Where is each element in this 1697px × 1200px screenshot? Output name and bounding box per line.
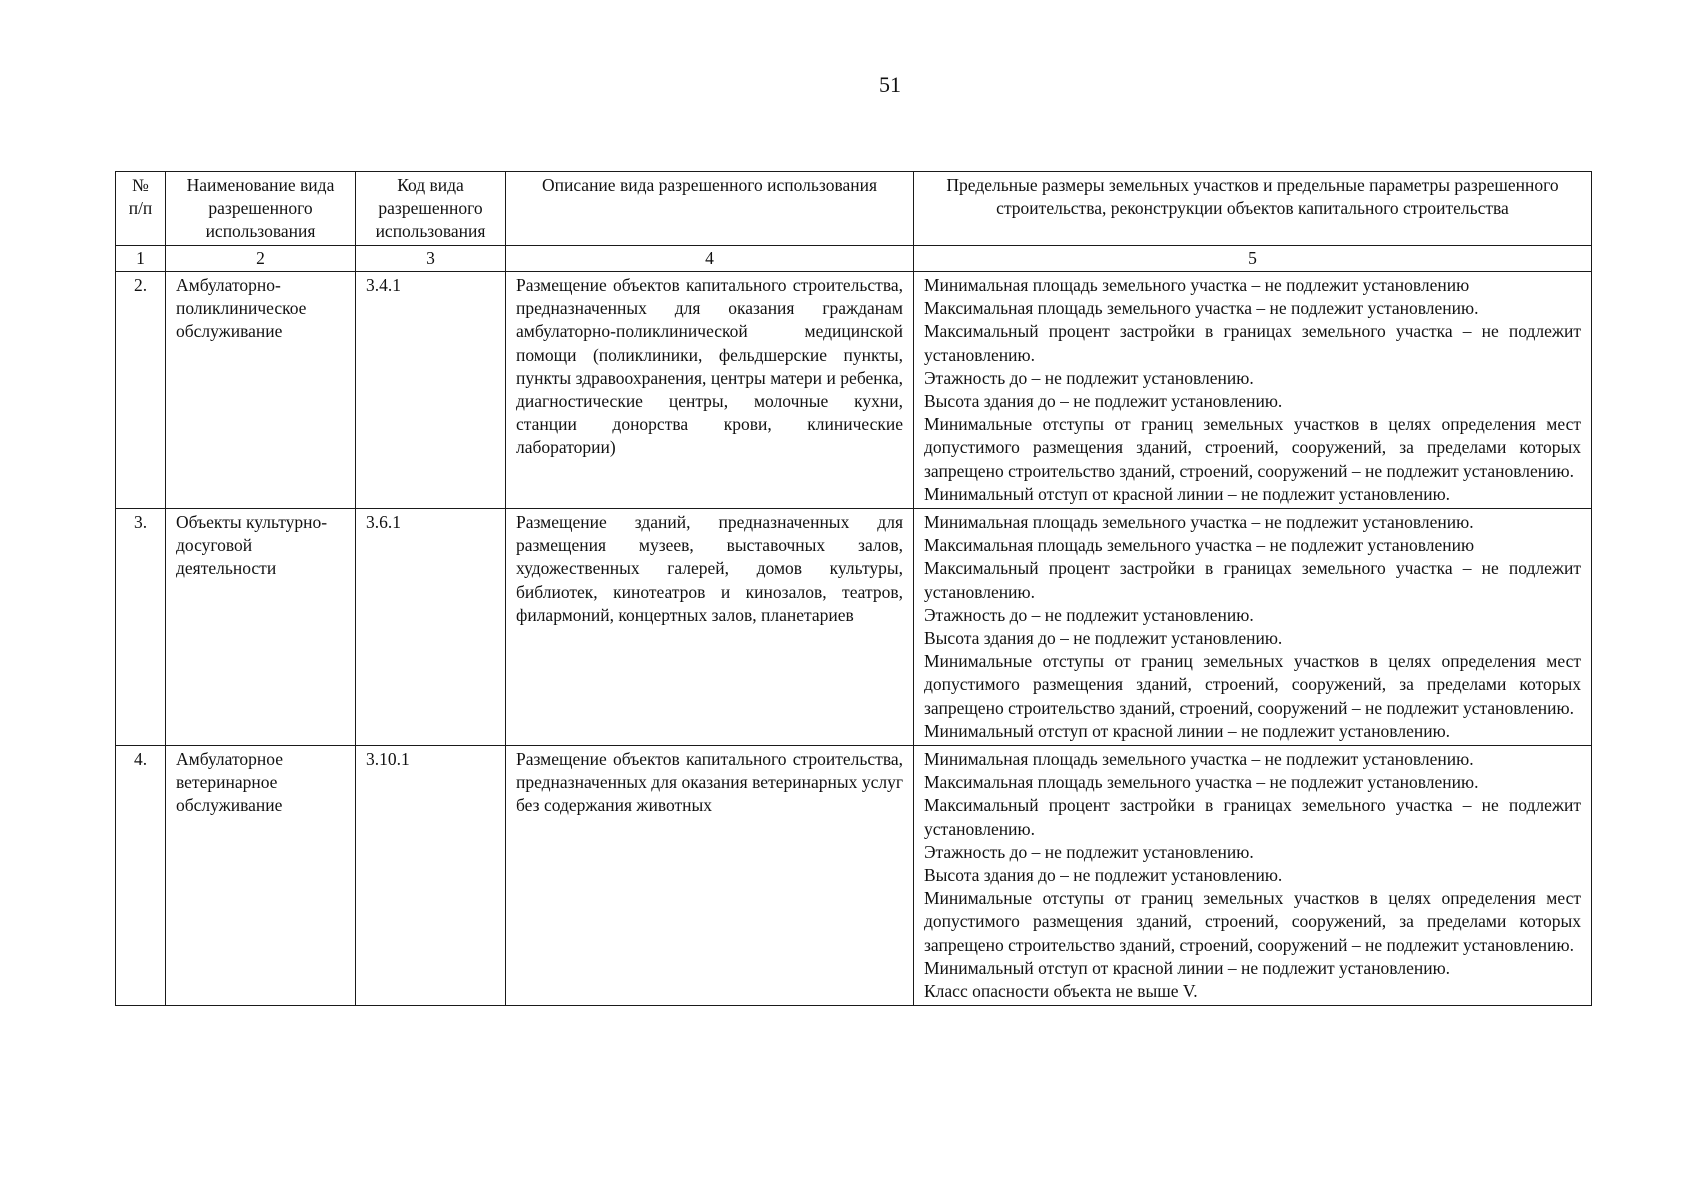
table-row: [116, 509, 1592, 746]
parameter-line: Класс опасности объекта не выше V.: [924, 981, 1198, 1002]
parameter-line: Минимальные отступы от границ земельных участков в целях определения мест допустимого размещения зданий, строений, сооружений, за пределами которых запрещено строительство зданий, строений, сооружений – не подлежит установлению.: [924, 888, 1581, 955]
column-number: 2: [166, 246, 356, 272]
use-name: Амбулаторно-поликлиническое обслуживание: [166, 272, 356, 509]
use-description: Размещение зданий, предназначенных для размещения музеев, выставочных залов, художественных галерей, домов культуры, библиотек, кинотеатров и кинозалов, театров, филармоний, концертных залов, планетариев: [506, 509, 914, 746]
parameter-line: Минимальные отступы от границ земельных участков в целях определения мест допустимого размещения зданий, строений, сооружений, за пределами которых запрещено строительство зданий, строений, сооружений – не подлежит установлению.: [924, 651, 1581, 718]
column-number-row: [116, 246, 1592, 272]
permitted-use-table: [115, 171, 1592, 1006]
use-code: 3.10.1: [356, 746, 506, 1006]
parameter-line: Максимальная площадь земельного участка – не подлежит установлению.: [924, 772, 1479, 793]
parameter-line: Высота здания до – не подлежит установлению.: [924, 391, 1283, 412]
parameter-line: Этажность до – не подлежит установлению.: [924, 841, 1254, 862]
column-number: 3: [356, 246, 506, 272]
header-use-code: Код вида разрешенного использования: [356, 172, 506, 246]
row-number: 2.: [116, 272, 166, 509]
parameter-line: Максимальная площадь земельного участка – не подлежит установлению.: [924, 298, 1479, 319]
use-name: Объекты культурно-досуговой деятельности: [166, 509, 356, 746]
column-number: 1: [116, 246, 166, 272]
parameter-line: Минимальные отступы от границ земельных участков в целях определения мест допустимого размещения зданий, строений, сооружений, за пределами которых запрещено строительство зданий, строений, сооружений – не подлежит установлению.: [924, 414, 1581, 481]
use-description: Размещение объектов капитального строительства, предназначенных для оказания ветеринарных услуг без содержания животных: [506, 746, 914, 1006]
parameter-line: Высота здания до – не подлежит установлению.: [924, 865, 1283, 886]
use-name: Амбулаторное ветеринарное обслуживание: [166, 746, 356, 1006]
use-parameters: [914, 746, 1592, 1006]
parameter-line: Минимальная площадь земельного участка – не подлежит установлению: [924, 275, 1470, 295]
parameter-line: Высота здания до – не подлежит установлению.: [924, 628, 1283, 649]
use-code: 3.4.1: [356, 272, 506, 509]
parameter-line: Максимальный процент застройки в границах земельного участка – не подлежит установлению.: [924, 795, 1581, 839]
parameter-line: Этажность до – не подлежит установлению.: [924, 604, 1254, 625]
parameter-line: Минимальный отступ от красной линии – не подлежит установлению.: [924, 483, 1451, 504]
table-row: [116, 746, 1592, 1006]
use-code: 3.6.1: [356, 509, 506, 746]
column-number: 5: [914, 246, 1592, 272]
header-number: № п/п: [116, 172, 166, 246]
parameter-line: Минимальная площадь земельного участка – не подлежит установлению.: [924, 512, 1474, 533]
use-parameters: [914, 272, 1592, 509]
header-limit-parameters: Предельные размеры земельных участков и предельные параметры разрешенного строительства, реконструкции объектов капитального строительства: [914, 172, 1592, 246]
use-parameters: [914, 509, 1592, 746]
page-number: 51: [879, 72, 901, 97]
table-header-row: [116, 172, 1592, 246]
parameter-line: Этажность до – не подлежит установлению.: [924, 367, 1254, 388]
parameter-line: Максимальный процент застройки в границах земельного участка – не подлежит установлению.: [924, 558, 1581, 602]
use-description: Размещение объектов капитального строительства, предназначенных для оказания гражданам амбулаторно-поликлинической медицинской помощи (поликлиники, фельдшерские пункты, пункты здравоохранения, центры матери и ребенка, диагностические центры, молочные кухни, станции донорства крови, клинические лаборатории): [506, 272, 914, 509]
parameter-line: Максимальный процент застройки в границах земельного участка – не подлежит установлению.: [924, 321, 1581, 365]
parameter-line: Минимальный отступ от красной линии – не подлежит установлению.: [924, 957, 1451, 978]
parameter-line: Минимальная площадь земельного участка – не подлежит установлению.: [924, 749, 1474, 770]
row-number: 3.: [116, 509, 166, 746]
parameter-line: Максимальная площадь земельного участка – не подлежит установлению: [924, 535, 1475, 556]
row-number: 4.: [116, 746, 166, 1006]
column-number: 4: [506, 246, 914, 272]
table-row: [116, 272, 1592, 509]
header-use-description: Описание вида разрешенного использования: [506, 172, 914, 246]
parameter-line: Минимальный отступ от красной линии – не подлежит установлению.: [924, 720, 1451, 741]
header-use-name: Наименование вида разрешенного использования: [166, 172, 356, 246]
